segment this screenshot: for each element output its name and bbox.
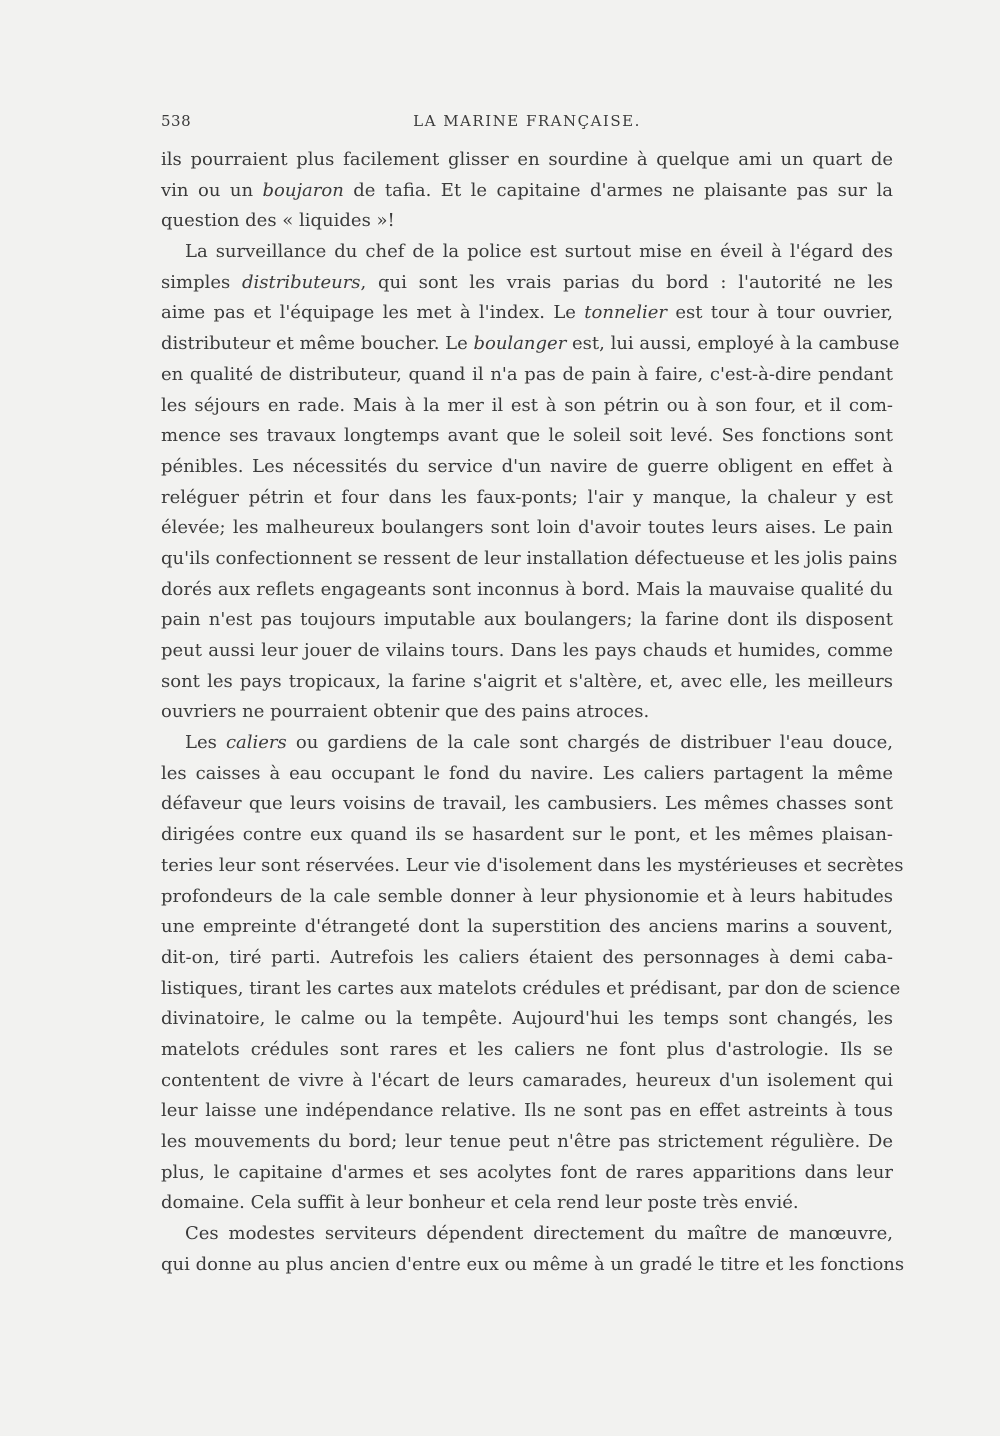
text-line (161, 851, 904, 882)
text-segment: mence ses travaux longtemps avant que le soleil soit levé. Ses fonctions sont (161, 425, 893, 447)
text-line (161, 882, 893, 913)
text-segment: plus, le capitaine d'armes et ses acolytes font de rares apparitions dans leur (161, 1161, 893, 1183)
text-segment: les mouvements du bord; leur tenue peut n'être pas strictement régulière. De (161, 1131, 893, 1152)
text-segment: vin ou un (161, 179, 263, 201)
text-segment: listiques, tirant les cartes aux matelots crédules et prédisant, par don de science (161, 977, 901, 999)
text-segment: La surveillance du chef de la police est surtout mise en éveil à l'égard des (185, 241, 893, 263)
text-segment: ils pourraient plus facilement glisser en sourdine à quelque ami un quart de (161, 149, 893, 170)
text-line (161, 1250, 905, 1281)
text-segment: teries leur sont réservées. Leur vie d'isolement dans les mystérieuses et secrètes (161, 854, 904, 876)
text-line (161, 1158, 893, 1189)
text-line (161, 237, 893, 268)
text-line (161, 1035, 893, 1066)
text-line (161, 974, 901, 1005)
text-segment: de tafia. Et le capitaine d'armes ne plaisante pas sur la (343, 179, 893, 201)
text-line (161, 1004, 893, 1035)
text-segment: dit-on, tiré parti. Autrefois les caliers étaient des personnages à demi caba- (161, 946, 893, 968)
text-line (161, 206, 893, 237)
text-segment: simples (161, 271, 242, 293)
text-line (161, 667, 893, 698)
text-segment: Les (185, 732, 226, 754)
text-segment: est, lui aussi, employé à la cambuse (566, 333, 900, 355)
text-segment: peut aussi leur jouer de vilains tours. Dans les pays chauds et humides, comme (161, 640, 893, 661)
text-line (161, 176, 893, 207)
text-line (161, 1066, 893, 1097)
text-segment: qu'ils confectionnent se ressent de leur installation défectueuse et les jolis pains (161, 547, 898, 569)
italic-term: distributeurs (242, 271, 361, 293)
italic-term: tonnelier (584, 302, 667, 324)
text-line (161, 1127, 893, 1158)
text-segment: Ces modestes serviteurs dépendent directement du maître de manœuvre, (185, 1223, 893, 1245)
text-line (161, 697, 893, 728)
italic-term: boulanger (473, 333, 567, 355)
text-line (161, 268, 893, 299)
text-segment: divinatoire, le calme ou la tempête. Aujourd'hui les temps sont changés, les (161, 1008, 893, 1030)
running-title: LA MARINE FRANÇAISE. (413, 112, 641, 130)
text-segment: contentent de vivre à l'écart de leurs camarades, heureux d'un isolement qui (161, 1069, 893, 1091)
text-line (161, 329, 900, 360)
text-line (161, 298, 893, 329)
text-segment: question des « liquides »! (161, 210, 395, 232)
italic-term: caliers (225, 732, 287, 754)
text-segment: distributeur et même boucher. Le (161, 333, 474, 355)
body-text (161, 145, 905, 1280)
text-segment: profondeurs de la cale semble donner à leur physionomie et à leurs habitudes (161, 885, 893, 907)
text-segment: pénibles. Les nécessités du service d'un navire de guerre obligent en effet à (161, 455, 893, 477)
text-segment: sont les pays tropicaux, la farine s'aigrit et s'altère, et, avec elle, les meilleurs (161, 670, 893, 692)
text-segment: matelots crédules sont rares et les caliers ne font plus d'astrologie. Ils se (161, 1038, 893, 1060)
text-line (161, 452, 893, 483)
text-segment: les caisses à eau occupant le fond du navire. Les caliers partagent la même (161, 762, 893, 784)
text-line (161, 605, 893, 636)
text-line (161, 636, 893, 667)
text-line (161, 544, 898, 575)
text-segment: élevée; les malheureux boulangers sont loin d'avoir toutes leurs aises. Le pain (161, 517, 893, 539)
text-segment: aime pas et l'équipage les met à l'index. Le (161, 302, 585, 324)
text-line (161, 820, 893, 851)
text-segment: leur laisse une indépendance relative. Ils ne sont pas en effet astreints à tous (161, 1100, 893, 1122)
text-line (161, 145, 893, 176)
text-segment: , qui sont les vrais parias du bord : l'autorité ne les (360, 271, 893, 293)
text-line (161, 1219, 893, 1250)
text-segment: ou gardiens de la cale sont chargés de distribuer l'eau douce, (286, 732, 893, 754)
text-line (161, 1188, 893, 1219)
text-line (161, 789, 893, 820)
page-header (161, 112, 893, 138)
text-segment: une empreinte d'étrangeté dont la superstition des anciens marins a souvent, (161, 916, 893, 938)
page-number: 538 (161, 112, 192, 130)
text-line (161, 421, 893, 452)
text-line (161, 360, 893, 391)
text-line (161, 728, 893, 759)
text-segment: qui donne au plus ancien d'entre eux ou même à un gradé le titre et les fonctions (161, 1253, 905, 1275)
text-segment: domaine. Cela suffit à leur bonheur et cela rend leur poste très envié. (161, 1192, 799, 1214)
text-segment: reléguer pétrin et four dans les faux-ponts; l'air y manque, la chaleur y est (161, 486, 893, 508)
text-line (161, 391, 893, 422)
text-line (161, 483, 893, 514)
text-line (161, 575, 893, 606)
text-segment: est tour à tour ouvrier, (666, 302, 894, 324)
text-line (161, 759, 893, 790)
text-segment: dorés aux reflets engageants sont inconnus à bord. Mais la mauvaise qualité du (161, 578, 893, 600)
text-segment: en qualité de distributeur, quand il n'a pas de pain à faire, c'est-à-dire pendant (161, 363, 893, 385)
text-segment: défaveur que leurs voisins de travail, les cambusiers. Les mêmes chasses sont (161, 793, 893, 815)
text-segment: pain n'est pas toujours imputable aux boulangers; la farine dont ils disposent (161, 609, 893, 631)
italic-term: boujaron (262, 179, 344, 201)
text-line (161, 513, 893, 544)
text-segment: les séjours en rade. Mais à la mer il est à son pétrin ou à son four, et il com- (161, 394, 893, 416)
text-line (161, 943, 893, 974)
text-segment: ouvriers ne pourraient obtenir que des pains atroces. (161, 701, 650, 723)
text-segment: dirigées contre eux quand ils se hasardent sur le pont, et les mêmes plaisan- (161, 824, 893, 846)
text-line (161, 912, 893, 943)
text-line (161, 1096, 893, 1127)
